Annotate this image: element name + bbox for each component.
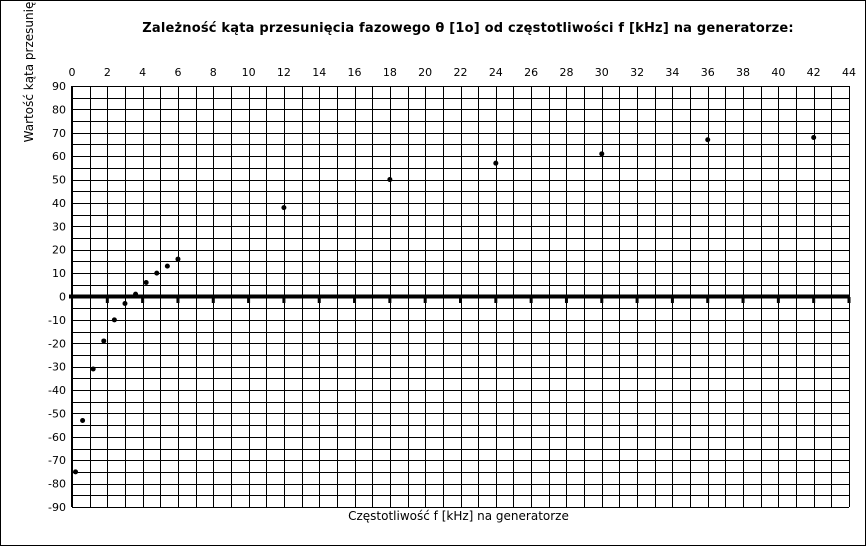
y-tick-label: 70 — [52, 126, 66, 140]
axis-marker — [530, 297, 533, 303]
axis-marker — [141, 297, 144, 303]
y-tick-label: 20 — [52, 243, 66, 257]
axis-marker — [777, 297, 780, 303]
x-tick-label: 10 — [241, 66, 256, 79]
x-tick-label: 38 — [736, 66, 751, 79]
x-tick-label: 42 — [806, 66, 821, 79]
x-tick-label: 2 — [103, 66, 111, 79]
data-point — [811, 135, 816, 140]
axis-marker — [565, 297, 568, 303]
y-tick-label: 40 — [52, 196, 66, 210]
x-tick-label: 0 — [68, 66, 76, 79]
y-tick-label: 0 — [59, 290, 66, 304]
x-tick-label: 22 — [453, 66, 468, 79]
data-point — [493, 161, 498, 166]
x-tick-label: 30 — [594, 66, 609, 79]
x-tick-label: 14 — [312, 66, 327, 79]
data-point — [122, 301, 127, 306]
y-tick-label: 10 — [52, 267, 66, 281]
x-tick-label: 44 — [842, 66, 856, 79]
data-point — [175, 257, 180, 262]
axis-marker — [671, 297, 674, 303]
y-tick-label: -30 — [48, 360, 66, 374]
x-tick-label: 40 — [771, 66, 786, 79]
y-tick-label: -40 — [48, 384, 66, 398]
y-tick-label: 30 — [52, 220, 66, 234]
y-tick-label: -80 — [48, 477, 66, 491]
y-tick-label: -10 — [48, 313, 66, 327]
data-point — [133, 292, 138, 297]
data-point — [73, 469, 78, 474]
data-point — [281, 205, 286, 210]
x-tick-label: 18 — [382, 66, 397, 79]
axis-marker — [812, 297, 815, 303]
axis-marker — [742, 297, 745, 303]
axis-marker — [353, 297, 356, 303]
axis-marker — [459, 297, 462, 303]
data-point — [599, 151, 604, 156]
y-tick-label: -70 — [48, 454, 66, 468]
data-point — [91, 367, 96, 372]
x-tick-label: 24 — [488, 66, 503, 79]
x-tick-label: 32 — [630, 66, 645, 79]
x-axis-label: Częstotliwość f [kHz] na generatorze — [348, 509, 569, 523]
axis-marker — [176, 297, 179, 303]
x-tick-label: 12 — [276, 66, 291, 79]
x-tick-label: 16 — [347, 66, 362, 79]
data-point — [101, 338, 106, 343]
y-tick-label: 50 — [52, 173, 66, 187]
chart-title: Zależność kąta przesunięcia fazowego θ [1o] od częstotliwości f [kHz] na generatorze: — [142, 21, 794, 36]
axis-marker — [600, 297, 603, 303]
data-point — [80, 418, 85, 423]
y-tick-label: 90 — [52, 80, 66, 93]
x-tick-label: 4 — [139, 66, 147, 79]
x-tick-label: 36 — [700, 66, 715, 79]
x-tick-label: 8 — [209, 66, 217, 79]
axis-marker — [636, 297, 639, 303]
axis-marker — [318, 297, 321, 303]
x-tick-label: 34 — [665, 66, 680, 79]
axis-marker — [247, 297, 250, 303]
data-point — [144, 280, 149, 285]
axis-marker — [706, 297, 709, 303]
y-tick-label: 80 — [52, 103, 66, 117]
data-point — [705, 137, 710, 142]
axis-marker — [388, 297, 391, 303]
x-tick-label: 28 — [559, 66, 574, 79]
data-point — [154, 271, 159, 276]
data-point — [387, 177, 392, 182]
x-tick-label: 26 — [524, 66, 539, 79]
y-tick-label: -60 — [48, 430, 66, 444]
y-tick-label: 60 — [52, 150, 66, 164]
axis-marker — [282, 297, 285, 303]
data-point — [112, 317, 117, 322]
axis-marker — [494, 297, 497, 303]
axis-marker — [212, 297, 215, 303]
axis-marker — [424, 297, 427, 303]
x-tick-label: 20 — [418, 66, 433, 79]
y-tick-label: -90 — [48, 501, 66, 514]
axis-marker — [848, 297, 851, 303]
data-point — [165, 264, 170, 269]
y-tick-label: -50 — [48, 407, 66, 421]
axis-marker — [106, 297, 109, 303]
x-tick-label: 6 — [174, 66, 182, 79]
y-axis-label: Wartość kąta przesunię — [22, 1, 36, 143]
y-tick-label: -20 — [48, 337, 66, 351]
